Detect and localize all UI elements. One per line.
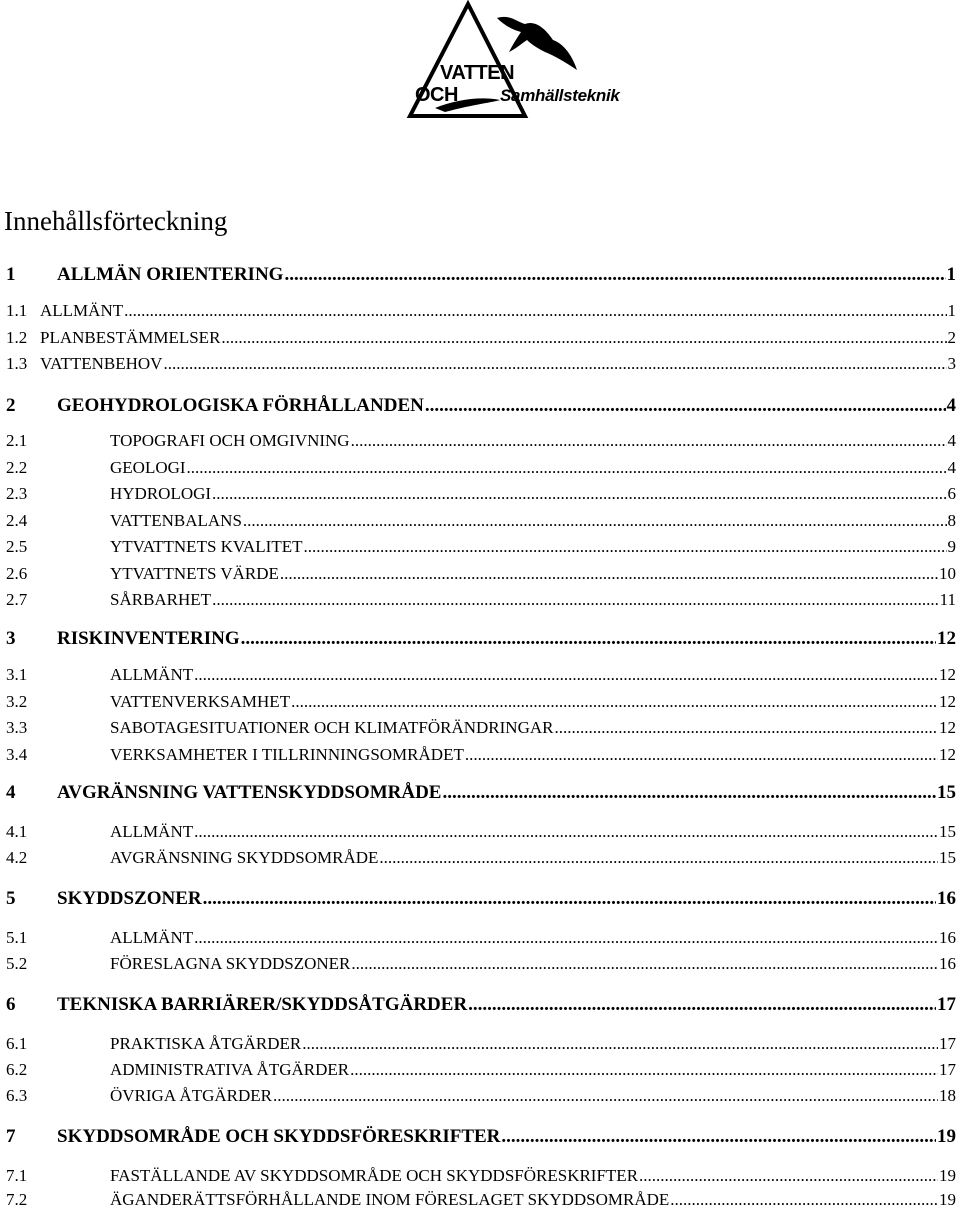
toc-page-number: 8 xyxy=(947,511,956,530)
toc-leader-dots xyxy=(212,590,939,610)
toc-label: ÄGANDERÄTTSFÖRHÅLLANDE INOM FÖRESLAGET SKYDDSOMRÅDE xyxy=(110,1190,670,1209)
toc-page-number: 17 xyxy=(939,1060,956,1079)
toc-leader-dots xyxy=(350,1060,938,1080)
toc-leader-dots xyxy=(163,354,946,374)
toc-number: 2.2 xyxy=(6,458,28,477)
toc-entry-3-3[interactable] xyxy=(0,718,956,740)
toc-number: 3.4 xyxy=(6,745,28,764)
toc-page-number: 4 xyxy=(947,458,956,477)
toc-number: 4.1 xyxy=(6,822,28,841)
toc-leader-dots xyxy=(351,431,947,451)
toc-label: ALLMÄNT xyxy=(110,822,194,841)
toc-entry-2-5[interactable] xyxy=(0,537,956,559)
toc-leader-dots xyxy=(670,1190,938,1210)
toc-page-number: 2 xyxy=(947,328,956,347)
toc-leader-dots xyxy=(302,1034,938,1054)
toc-entry-4[interactable] xyxy=(0,782,956,804)
toc-leader-dots xyxy=(194,665,938,685)
toc-number: 5.2 xyxy=(6,954,28,973)
toc-entry-1-1[interactable] xyxy=(0,301,956,323)
toc-number: 2.3 xyxy=(6,484,28,503)
toc-leader-dots xyxy=(194,822,938,842)
toc-entry-1[interactable] xyxy=(0,264,956,286)
toc-number: 6.3 xyxy=(6,1086,28,1105)
toc-label: FASTÄLLANDE AV SKYDDSOMRÅDE OCH SKYDDSFÖRESKRIFTER xyxy=(110,1166,639,1185)
toc-entry-2-2[interactable] xyxy=(0,458,956,480)
toc-entry-3-4[interactable] xyxy=(0,745,956,767)
toc-page-number: 16 xyxy=(937,888,956,909)
toc-page-number: 12 xyxy=(937,628,956,649)
toc-label: GEOLOGI xyxy=(110,458,186,477)
toc-number: 2.6 xyxy=(6,564,28,583)
toc-number: 6.2 xyxy=(6,1060,28,1079)
toc-page-number: 15 xyxy=(939,848,956,867)
toc-page-number: 11 xyxy=(939,590,956,609)
toc-leader-dots xyxy=(203,888,936,910)
toc-label: ALLMÄNT xyxy=(40,301,124,320)
toc-entry-7[interactable] xyxy=(0,1126,956,1148)
toc-number: 3.3 xyxy=(6,718,28,737)
toc-number: 5 xyxy=(6,888,16,909)
toc-leader-dots xyxy=(465,745,938,765)
toc-entry-2-4[interactable] xyxy=(0,511,956,533)
toc-entry-5-2[interactable] xyxy=(0,954,956,976)
toc-label: FÖRESLAGNA SKYDDSZONER xyxy=(110,954,351,973)
toc-page-number: 10 xyxy=(939,564,956,583)
toc-entry-2-6[interactable] xyxy=(0,564,956,586)
toc-number: 7 xyxy=(6,1126,16,1147)
toc-leader-dots xyxy=(501,1126,936,1148)
toc-leader-dots xyxy=(187,458,947,478)
toc-number: 7.1 xyxy=(6,1166,28,1185)
toc-label: VERKSAMHETER I TILLRINNINGSOMRÅDET xyxy=(110,745,464,764)
toc-leader-dots xyxy=(425,395,946,417)
toc-entry-6-2[interactable] xyxy=(0,1060,956,1082)
toc-number: 2 xyxy=(6,395,16,416)
toc-entry-6[interactable] xyxy=(0,994,956,1016)
toc-leader-dots xyxy=(291,692,938,712)
toc-entry-3-1[interactable] xyxy=(0,665,956,687)
toc-entry-2-3[interactable] xyxy=(0,484,956,506)
logo-text-samhallsteknik: Samhällsteknik xyxy=(500,86,620,105)
toc-page-number: 16 xyxy=(939,954,956,973)
toc-leader-dots xyxy=(280,564,938,584)
toc-page-number: 4 xyxy=(946,395,956,416)
toc-number: 2.4 xyxy=(6,511,28,530)
toc-page-number: 15 xyxy=(937,782,956,803)
toc-page-number: 1 xyxy=(947,301,956,320)
toc-leader-dots xyxy=(442,782,936,804)
toc-number: 5.1 xyxy=(6,928,28,947)
toc-entry-1-3[interactable] xyxy=(0,354,956,376)
toc-page-number: 3 xyxy=(947,354,956,373)
toc-number: 3 xyxy=(6,628,16,649)
toc-label: YTVATTNETS KVALITET xyxy=(110,537,303,556)
toc-page-number: 1 xyxy=(946,264,956,285)
toc-leader-dots xyxy=(241,628,936,650)
toc-label: TOPOGRAFI OCH OMGIVNING xyxy=(110,431,350,450)
toc-label: VATTENBALANS xyxy=(110,511,242,530)
toc-number: 4 xyxy=(6,782,16,803)
toc-label: SABOTAGESITUATIONER OCH KLIMATFÖRÄNDRINGAR xyxy=(110,718,554,737)
toc-number: 4.2 xyxy=(6,848,28,867)
toc-number: 3.2 xyxy=(6,692,28,711)
toc-label: VATTENBEHOV xyxy=(40,354,163,373)
toc-label: AVGRÄNSNING VATTENSKYDDSOMRÅDE xyxy=(57,782,442,803)
toc-label: ALLMÄNT xyxy=(110,928,194,947)
toc-number: 2.7 xyxy=(6,590,28,609)
toc-entry-5-1[interactable] xyxy=(0,928,956,950)
toc-leader-dots xyxy=(273,1086,938,1106)
toc-label: HYDROLOGI xyxy=(110,484,212,503)
toc-page-number: 19 xyxy=(937,1126,956,1147)
toc-entry-3-2[interactable] xyxy=(0,692,956,714)
toc-number: 1.1 xyxy=(6,301,28,320)
toc-entry-4-2[interactable] xyxy=(0,848,956,870)
toc-label: YTVATTNETS VÄRDE xyxy=(110,564,279,583)
toc-leader-dots xyxy=(212,484,946,504)
toc-entry-6-1[interactable] xyxy=(0,1034,956,1056)
toc-label: PLANBESTÄMMELSER xyxy=(40,328,221,347)
toc-leader-dots xyxy=(379,848,938,868)
toc-number: 1.2 xyxy=(6,328,28,347)
toc-page-number: 12 xyxy=(939,745,956,764)
toc-label: RISKINVENTERING xyxy=(57,628,240,649)
toc-entry-7-1[interactable] xyxy=(0,1166,956,1188)
toc-page-number: 17 xyxy=(939,1034,956,1053)
toc-entry-1-2[interactable] xyxy=(0,328,956,350)
toc-label: GEOHYDROLOGISKA FÖRHÅLLANDEN xyxy=(57,395,424,416)
toc-label: PRAKTISKA ÅTGÄRDER xyxy=(110,1034,302,1053)
toc-number: 6 xyxy=(6,994,16,1015)
toc-page-number: 15 xyxy=(939,822,956,841)
toc-label: ALLMÄNT xyxy=(110,665,194,684)
toc-number: 2.5 xyxy=(6,537,28,556)
toc-leader-dots xyxy=(468,994,936,1016)
toc-label: SÅRBARHET xyxy=(110,590,212,609)
toc-number: 1.3 xyxy=(6,354,28,373)
toc-leader-dots xyxy=(639,1166,938,1186)
toc-number: 7.2 xyxy=(6,1190,28,1209)
toc-page-number: 19 xyxy=(939,1166,956,1185)
toc-page-number: 12 xyxy=(939,692,956,711)
toc-entry-3[interactable] xyxy=(0,628,956,650)
toc-entry-2-1[interactable] xyxy=(0,431,956,453)
toc-label: AVGRÄNSNING SKYDDSOMRÅDE xyxy=(110,848,379,867)
toc-leader-dots xyxy=(351,954,938,974)
toc-entry-2[interactable] xyxy=(0,395,956,417)
toc-number: 6.1 xyxy=(6,1034,28,1053)
toc-leader-dots xyxy=(221,328,946,348)
toc-page-number: 16 xyxy=(939,928,956,947)
toc-page-number: 12 xyxy=(939,718,956,737)
toc-leader-dots xyxy=(304,537,947,557)
toc-leader-dots xyxy=(243,511,947,531)
toc-entry-4-1[interactable] xyxy=(0,822,956,844)
toc-page-number: 18 xyxy=(939,1086,956,1105)
toc-title: Innehållsförteckning xyxy=(4,206,228,236)
toc-leader-dots xyxy=(284,264,945,286)
toc-page-number: 12 xyxy=(939,665,956,684)
toc-leader-dots xyxy=(194,928,938,948)
toc-number: 1 xyxy=(6,264,16,285)
toc-label: SKYDDSZONER xyxy=(57,888,202,909)
toc-label: ADMINISTRATIVA ÅTGÄRDER xyxy=(110,1060,350,1079)
toc-page-number: 9 xyxy=(947,537,956,556)
toc-page-number: 4 xyxy=(947,431,956,450)
toc-label: TEKNISKA BARRIÄRER/SKYDDSÅTGÄRDER xyxy=(57,994,468,1015)
toc-leader-dots xyxy=(124,301,946,321)
toc-entry-5[interactable] xyxy=(0,888,956,910)
toc-label: ALLMÄN ORIENTERING xyxy=(57,264,284,285)
toc-entry-7-2[interactable] xyxy=(0,1190,956,1212)
toc-entry-6-3[interactable] xyxy=(0,1086,956,1108)
toc-page-number: 19 xyxy=(939,1190,956,1209)
toc-label: ÖVRIGA ÅTGÄRDER xyxy=(110,1086,272,1105)
logo-text-och: OCH xyxy=(415,84,458,106)
logo-text-vatten: VATTEN xyxy=(440,62,515,84)
toc-label: VATTENVERKSAMHET xyxy=(110,692,291,711)
toc-page-number: 6 xyxy=(947,484,956,503)
toc-entry-2-7[interactable] xyxy=(0,590,956,612)
toc-number: 3.1 xyxy=(6,665,28,684)
toc-page-number: 17 xyxy=(937,994,956,1015)
toc-number: 2.1 xyxy=(6,431,28,450)
toc-leader-dots xyxy=(554,718,938,738)
toc-label: SKYDDSOMRÅDE OCH SKYDDSFÖRESKRIFTER xyxy=(57,1126,501,1147)
